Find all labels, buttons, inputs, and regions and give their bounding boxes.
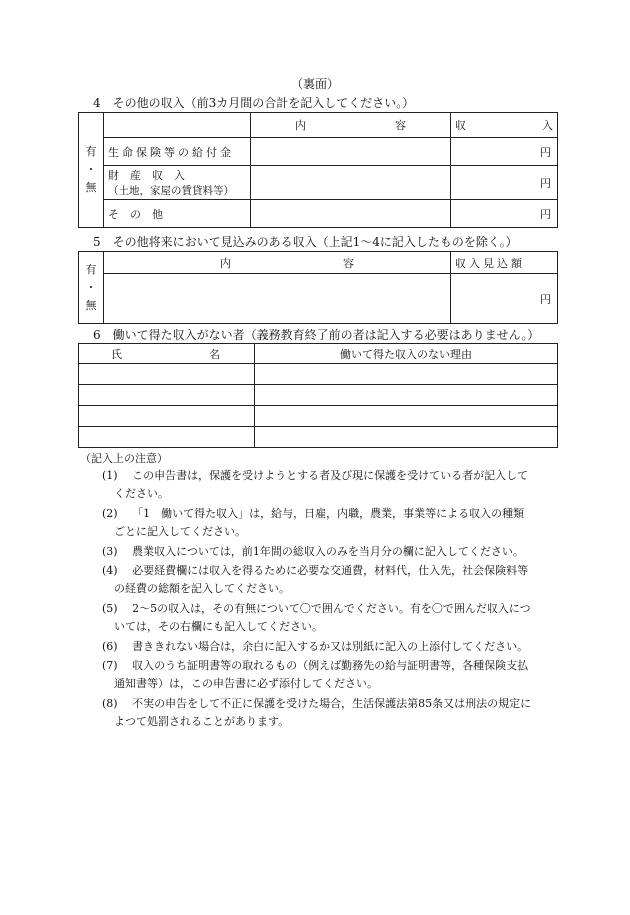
section4-presence[interactable]: 有 ・ 無 <box>79 113 104 228</box>
row-other-amount[interactable]: 円 <box>451 200 558 228</box>
note-1-cont: ください。 <box>114 487 169 500</box>
notes-title: （記入上の注意） <box>80 452 168 465</box>
section5-header-income: 収入見込額 <box>451 252 558 274</box>
row-insurance-amount[interactable]: 円 <box>451 138 558 166</box>
section6-header-name: 氏 名 <box>79 344 255 364</box>
section5-content[interactable] <box>104 274 451 324</box>
note-2: (2) 「1 働いて得た収入」は，給与，日雇，内職，農業，事業等による収入の種類 <box>102 507 525 520</box>
section5-header-content: 内 容 <box>104 252 451 274</box>
note-7: (7) 収入のうち証明書等の取れるもの（例えば勤務先の給与証明書等，各種保険支払 <box>102 659 529 672</box>
name-cell[interactable] <box>79 364 255 385</box>
row-property-label: 財 産 収 入 （土地，家屋の賃貸料等） <box>104 166 251 200</box>
note-3: (3) 農業収入については，前1年間の総収入のみを当月分の欄に記入してください。 <box>102 545 524 558</box>
note-1: (1) この申告書は，保護を受けようとする者及び現に保護を受けている者が記入して <box>102 469 529 482</box>
name-cell[interactable] <box>79 385 255 406</box>
row-insurance-content[interactable] <box>251 138 451 166</box>
reason-cell[interactable] <box>255 406 558 427</box>
section5-amount[interactable]: 円 <box>451 274 558 324</box>
note-4: (4) 必要経費欄には収入を得るために必要な交通費，材料代，仕入先，社会保険料等 <box>102 564 529 577</box>
name-cell[interactable] <box>79 427 255 448</box>
section6-title: 6 働いて得た収入がない者（義務教育終了前の者は記入する必要はありません。） <box>93 328 540 342</box>
reason-cell[interactable] <box>255 427 558 448</box>
note-4-cont: の経費の総額を記入してください。 <box>114 582 290 595</box>
name-cell[interactable] <box>79 406 255 427</box>
section5-presence[interactable]: 有 ・ 無 <box>79 252 104 324</box>
section5-title: 5 その他将来において見込みのある収入（上記1〜4に記入したものを除く。） <box>93 235 518 249</box>
note-5: (5) 2〜5の収入は，その有無について〇で囲んでください。有を〇で囲んだ収入につ <box>102 602 531 615</box>
note-2-cont: ごとに記入してください。 <box>114 525 246 538</box>
section6-header-reason: 働いて得た収入のない理由 <box>255 344 558 364</box>
section6-table <box>78 343 558 448</box>
row-insurance-label: 生命保険等の給付金 <box>104 138 251 166</box>
row-other-label: そ の 他 <box>104 200 251 228</box>
note-6: (6) 書ききれない場合は，余白に記入するか又は別紙に記入の上添付してください。 <box>102 640 529 653</box>
note-5-cont: いては，その右欄にも記入してください。 <box>114 620 323 633</box>
note-7-cont: 通知書等）は，この申告書に必ず添付してください。 <box>114 677 378 690</box>
page-label: （裏面） <box>290 77 339 91</box>
note-8-cont: よつて処罰されることがあります。 <box>114 715 290 728</box>
section5-table <box>78 251 558 324</box>
reason-cell[interactable] <box>255 364 558 385</box>
section4-table <box>78 112 558 228</box>
section4-title: 4 その他の収入（前3カ月間の合計を記入してください。） <box>93 96 415 110</box>
note-8: (8) 不実の申告をして不正に保護を受けた場合，生活保護法第85条又は刑法の規定に <box>102 697 532 710</box>
row-property-content[interactable] <box>251 166 451 200</box>
reason-cell[interactable] <box>255 385 558 406</box>
row-other-content[interactable] <box>251 200 451 228</box>
section4-header-income: 収 入 <box>451 113 558 138</box>
section4-header-blank <box>104 113 251 138</box>
section4-header-content: 内 容 <box>251 113 451 138</box>
row-property-amount[interactable]: 円 <box>451 166 558 200</box>
